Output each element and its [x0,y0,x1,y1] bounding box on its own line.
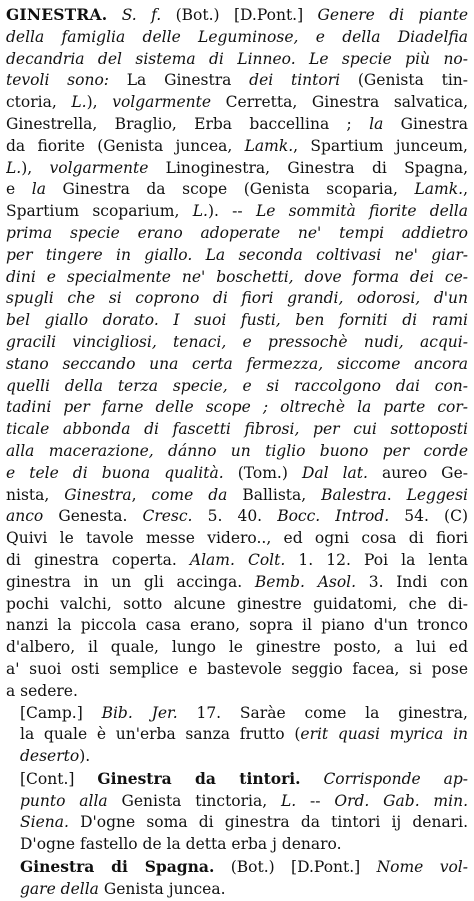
text-line [6,791,468,813]
text-segment: [Camp.] [20,703,102,722]
text-line [6,245,468,267]
text-segment: la quale è un'erba sanza frutto ( [20,725,301,744]
text-segment: della famiglia delle Leguminose, e della Diadelfia [6,27,468,46]
text-segment: (Bot.) [D.Pont.] [214,858,377,877]
text-line [6,419,468,441]
text-segment: Ord. Gab. min. [334,791,468,810]
text-segment: 54. (C) [389,507,468,526]
text-segment: 1. 12. Poi la lenta [285,550,468,569]
text-segment: Dal lat. [301,463,368,482]
text-segment: Linoginestra, Ginestra di Spagna, [148,158,468,177]
text-segment: bel giallo dorato. I suoi fusti, ben forniti di rami [6,311,468,330]
text-segment: ), [86,93,113,112]
text-line [6,49,468,71]
text-line [6,463,468,485]
text-segment: per tingere in giallo. La seconda coltivasi ne' giar- [6,245,468,264]
text-line [6,681,468,703]
text-segment: quelli della terza specie, e si raccolgono dai con- [6,376,468,395]
text-segment: ginestra in un gli accinga. [6,572,255,591]
text-line [6,4,468,27]
text-segment: dei tintori [249,71,341,90]
text-segment: L. [192,202,208,221]
entry-ginestra [6,4,468,901]
text-line [6,114,468,136]
text-line [6,310,468,332]
text-segment: L. [6,158,22,177]
text-segment: S. f. [121,6,162,24]
text-segment: volgarmente [49,158,149,177]
text-line [6,506,468,528]
text-segment: alla macerazione, dánno un tiglio buono per corde [6,441,468,460]
text-segment: volgarmente [112,93,212,112]
text-segment: di ginestra coperta. [6,550,190,569]
text-segment: Spartium scoparium, [6,202,193,221]
text-segment: nista, [6,485,65,504]
text-segment: 17. Saràe come la ginestra, [177,703,468,722]
subentry-ginestra-di-spagna [6,856,468,901]
text-segment: Ballista, [227,485,322,504]
text-line [6,332,468,354]
text-segment: spugli che si coprono di fiori grandi, odorosi, d'un [6,289,468,308]
text-segment: ). [79,747,91,766]
text-line [6,376,468,398]
text-segment: Genesta. [43,507,143,526]
text-line [6,288,468,310]
text-segment: nanzi la piccola casa erano, sopra il piano d'un tronco [6,616,468,635]
text-line [6,267,468,289]
text-segment: Cerretta, Ginestra salvatica, [211,93,468,112]
text-line [6,812,468,834]
text-segment: Ginestra [383,114,468,133]
text-segment: L. [281,791,297,810]
text-line [6,397,468,419]
text-segment: (Bot.) [D.Pont.] [161,6,318,24]
text-segment [301,770,324,788]
text-segment: anco [6,507,44,526]
text-segment: (Tom.) [223,463,302,482]
text-segment: Nome vol- [376,858,468,877]
text-segment: stano seccando una certa fermezza, siccome ancora [6,354,468,373]
text-segment: punto alla [20,791,108,810]
text-segment: decandria del sistema di Linneo. Le specie più no- [6,49,468,68]
text-segment: Bemb. Asol. [254,572,357,591]
text-segment: Ginestra di Spagna. [20,857,215,877]
text-segment: a sedere. [6,681,78,700]
text-segment: La Ginestra [109,71,250,90]
text-line [6,528,468,550]
text-line [6,746,468,768]
text-segment: ctoria, [6,93,72,112]
text-segment: Balestra [321,485,387,504]
text-line [6,856,468,879]
definition-paragraph [6,4,468,703]
text-segment: Quivi le tavole messe videro.., ed ogni cosa di fiori [6,529,468,548]
text-line [6,158,468,180]
text-segment: (Genista tin- [340,71,468,90]
text-line [6,92,468,114]
text-line [6,724,468,746]
text-segment: da fiorite (Genista juncea, [6,136,245,155]
text-line [6,179,468,201]
text-segment: ticale abbonda di fascetti fibrosi, per cui sottoposti [6,420,468,439]
text-line [6,70,468,92]
text-line [6,572,468,594]
text-line [6,136,468,158]
text-segment: a' suoi osti semplice e bastevole seggio facea, si pose [6,659,468,678]
text-segment: Bocc. Introd. [277,507,390,526]
text-segment: ), [21,158,50,177]
text-segment: Bib. Jer. [101,703,178,722]
text-segment: gare della [20,879,99,898]
text-line [6,834,468,856]
text-segment: [Cont.] [20,769,98,788]
text-segment: Cresc. [142,507,193,526]
text-segment: e [6,180,32,199]
text-segment: L. [71,93,87,112]
text-segment: 5. 40. [192,507,278,526]
text-segment: D'ogne fastello de la detta erba j denaro. [20,835,342,854]
text-line [6,550,468,572]
text-segment: Siena. [20,813,69,832]
text-segment: -- [296,791,335,810]
text-segment: 3. Indi con [356,572,468,591]
text-line [6,27,468,49]
text-segment: Ginestra [64,485,132,504]
text-segment: la [31,180,46,199]
text-line [6,659,468,681]
text-line [6,879,468,901]
text-line [6,201,468,223]
text-line [6,637,468,659]
text-segment: , [131,485,152,504]
text-segment: , [463,180,468,199]
text-line [6,703,468,725]
text-segment: Le sommità fiorite della [255,202,468,221]
text-line [6,768,468,791]
text-segment: Corrisponde ap- [323,769,468,788]
text-segment: Leggesi [406,485,468,504]
text-segment [107,6,121,24]
text-segment: pochi valchi, sotto alcune ginestre guidatomi, che di- [6,594,468,613]
text-line [6,615,468,637]
text-segment: . [386,485,407,504]
subentry-ginestra-da-tintori [6,768,468,856]
text-segment: Ginestrella, Braglio, Erba baccellina ; [6,114,370,133]
text-line [6,441,468,463]
text-segment: , Spartium junceum, [293,136,468,155]
text-segment: Lamk. [414,180,464,199]
text-segment: gracili vincigliosi, tenaci, e pressochè nudi, acqui- [6,332,468,351]
headword: GINESTRA. [6,5,108,24]
text-segment: aureo Ge- [367,463,468,482]
text-segment: tevoli sono: [6,71,109,90]
text-segment: prima specie erano adoperate ne' tempi addietro [6,223,468,242]
text-segment: ). -- [207,202,256,221]
text-segment: dini e specialmente ne' boschetti, dove forma dei ce- [6,267,468,286]
citation-paragraph-camp [6,703,468,768]
text-segment: tadini per farne delle scope ; oltrechè la parte cor- [6,398,468,417]
text-line [6,223,468,245]
text-segment: Genere di piante [317,6,468,24]
text-segment: Lamk. [244,136,294,155]
text-segment: Genista tinctoria, [107,791,281,810]
text-segment: deserto [20,747,80,766]
text-segment: d'albero, il quale, lungo le ginestre posto, a lui ed [6,638,468,657]
text-segment: D'ogne soma di ginestra da tintori ij denari. [68,813,468,832]
text-line [6,594,468,616]
text-segment: come da [151,485,228,504]
text-segment: Genista juncea. [98,879,226,898]
text-segment: la [369,114,384,133]
text-segment: Ginestra da scope (Genista scoparia, [45,180,415,199]
text-segment: e tele di buona qualità. [6,463,224,482]
text-line [6,354,468,376]
text-segment: Ginestra da tintori. [97,768,301,788]
text-line [6,485,468,507]
text-segment: erit quasi myrica in [300,725,468,744]
text-segment: Alam. Colt. [189,550,286,569]
